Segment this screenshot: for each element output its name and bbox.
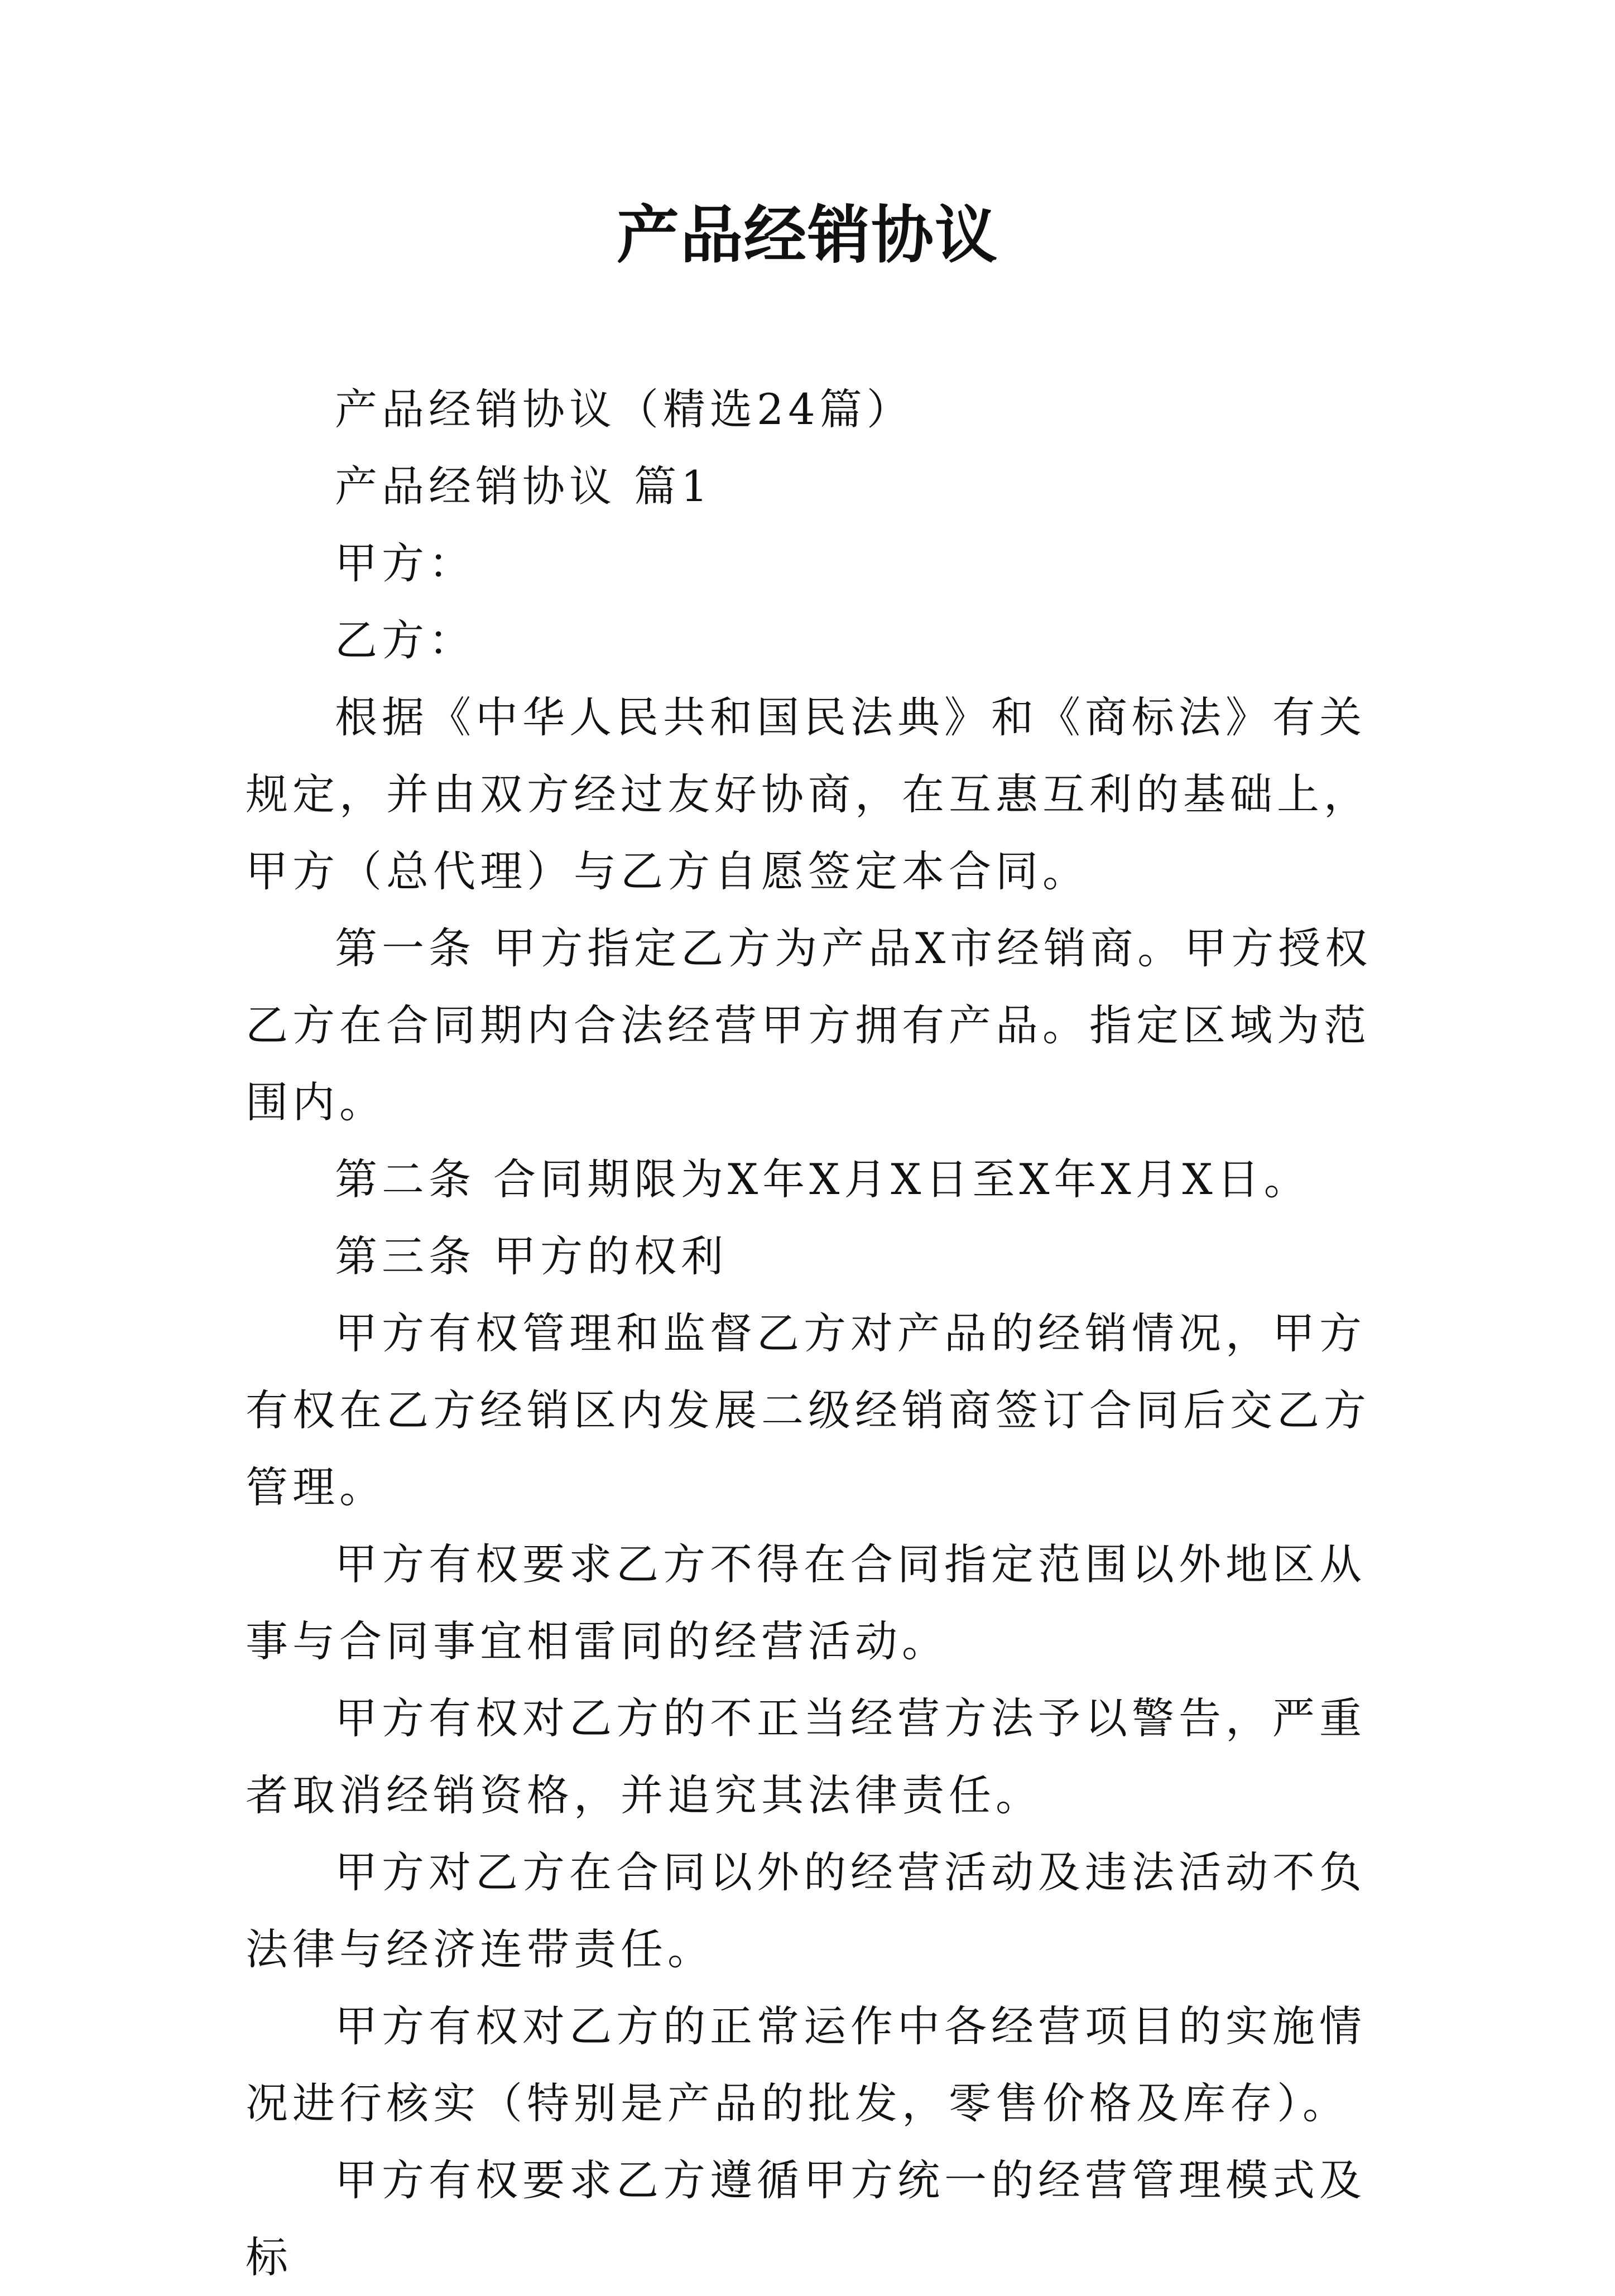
paragraph: 第二条 合同期限为X年X月X日至X年X月X日。 xyxy=(335,1154,1311,1204)
paragraph: 根据《中华人民共和国民法典》和《商标法》有关规定，并由双方经过友好协商，在互惠互利的基础上，甲方（总代理）与乙方自愿签定本合同。 xyxy=(246,692,1371,896)
paragraph: 甲方有权对乙方的不正当经营方法予以警告，严重者取消经销资格，并追究其法律责任。 xyxy=(246,1693,1366,1820)
paragraph: 产品经销协议（精选24篇） xyxy=(335,384,914,434)
paragraph: 甲方有权对乙方的正常运作中各经营项目的实施情况进行核实（特别是产品的批发，零售价格及库存）。 xyxy=(246,2001,1366,2128)
document-body xyxy=(246,371,1390,2296)
paragraph: 产品经销协议 篇1 xyxy=(335,461,713,511)
document-title: 产品经销协议 xyxy=(617,199,998,272)
paragraph: 第三条 甲方的权利 xyxy=(335,1231,728,1281)
paragraph: 甲方有权要求乙方不得在合同指定范围以外地区从事与合同事宜相雷同的经营活动。 xyxy=(246,1539,1366,1666)
paragraph: 第一条 甲方指定乙方为产品X市经销商。甲方授权乙方在合同期内合法经营甲方拥有产品。指定区域为范围内。 xyxy=(246,923,1372,1127)
paragraph: 甲方有权管理和监督乙方对产品的经销情况，甲方有权在乙方经销区内发展二级经销商签订合同后交乙方管理。 xyxy=(246,1308,1371,1512)
paragraph: 甲方： xyxy=(335,538,475,588)
paragraph: 甲方对乙方在合同以外的经营活动及违法活动不负法律与经济连带责任。 xyxy=(246,1847,1366,1974)
paragraph: 甲方有权要求乙方遵循甲方统一的经营管理模式及标 xyxy=(246,2155,1366,2282)
paragraph: 乙方： xyxy=(335,615,475,665)
